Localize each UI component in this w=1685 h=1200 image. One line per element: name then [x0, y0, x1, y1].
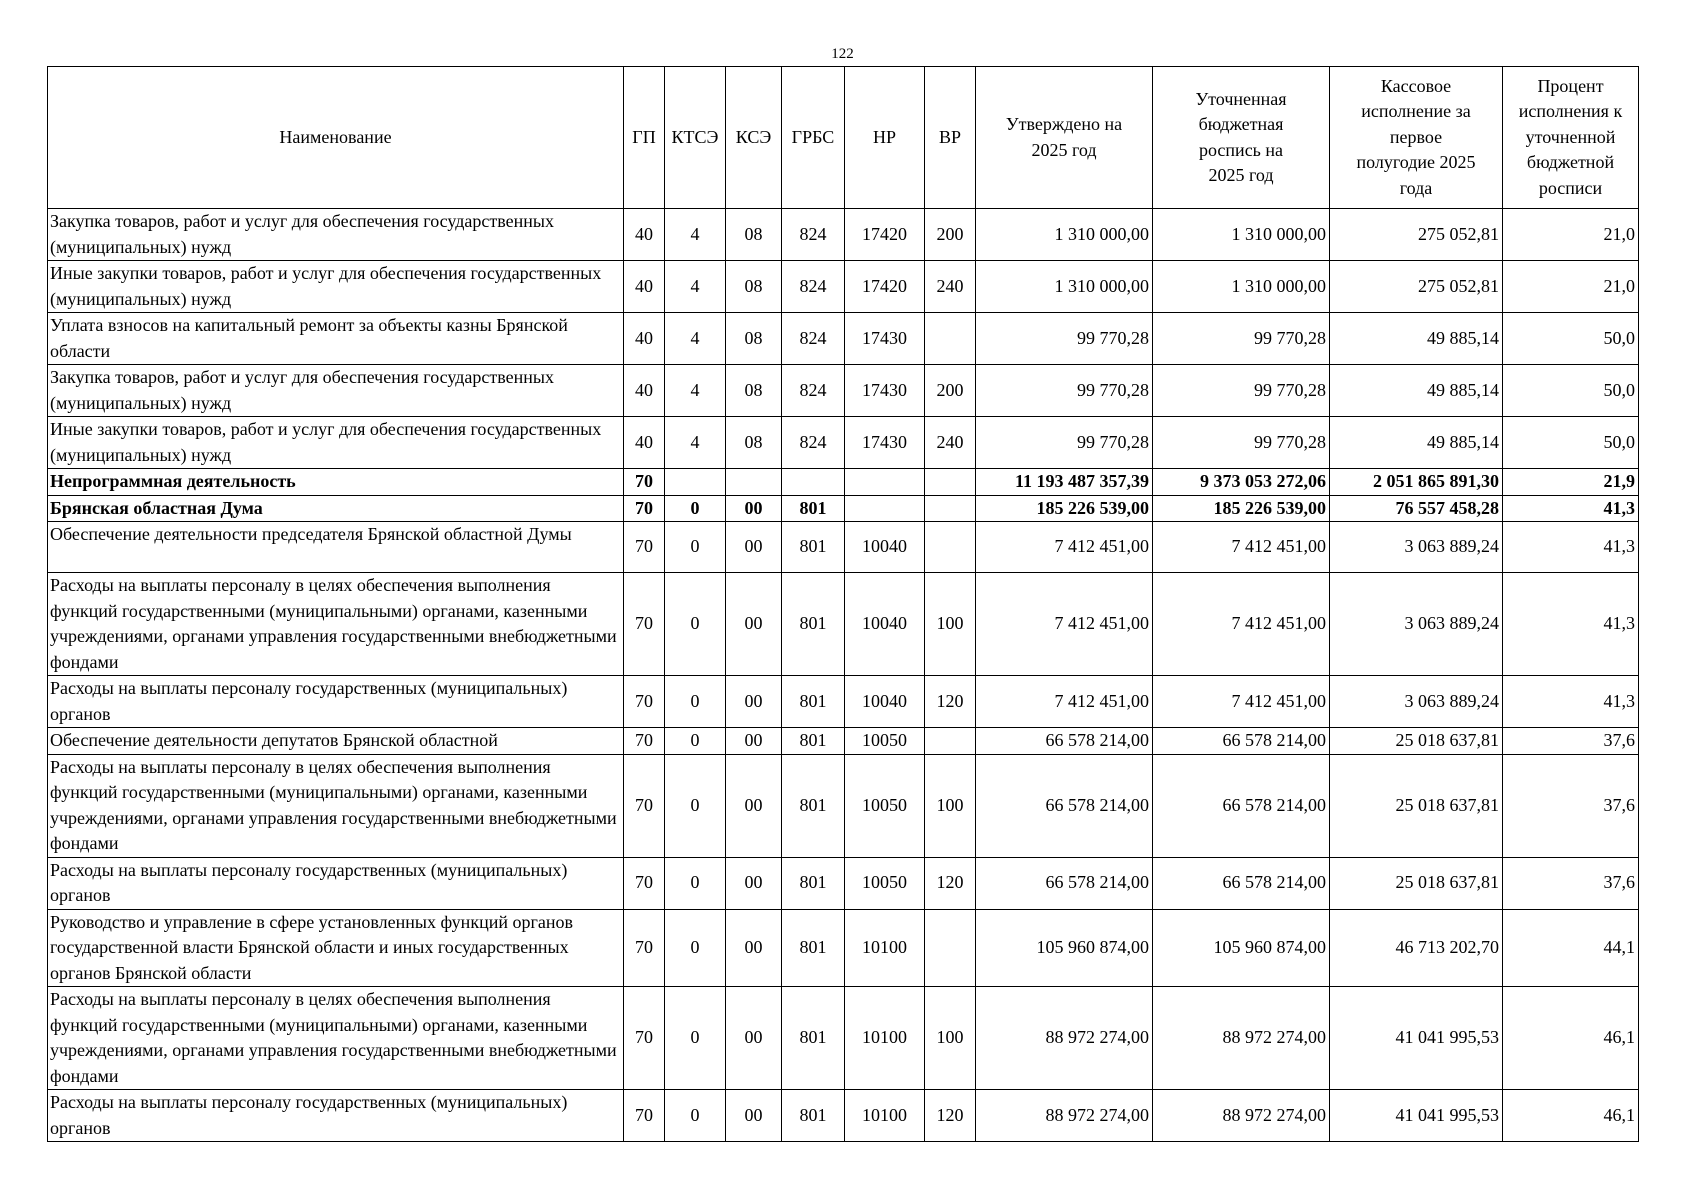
cell-np — [845, 495, 925, 522]
cell-gp: 40 — [624, 261, 665, 313]
cell-percent: 41,3 — [1503, 573, 1639, 676]
cell-name: Расходы на выплаты персоналу государственных (муниципальных) органов — [48, 857, 624, 909]
cell-kse: 08 — [726, 209, 782, 261]
header-kse: КСЭ — [726, 67, 782, 209]
cell-approved: 88 972 274,00 — [976, 1090, 1153, 1142]
header-approved: Утверждено на 2025 год — [976, 67, 1153, 209]
cell-refined: 185 226 539,00 — [1153, 495, 1330, 522]
cell-vr: 100 — [925, 754, 976, 857]
cell-np: 17420 — [845, 209, 925, 261]
cell-np: 10050 — [845, 754, 925, 857]
cell-grbs: 801 — [782, 909, 845, 987]
cell-ktse — [665, 469, 726, 496]
cell-approved: 1 310 000,00 — [976, 261, 1153, 313]
table-row — [48, 573, 1639, 676]
cell-ktse: 4 — [665, 261, 726, 313]
cell-cash: 3 063 889,24 — [1330, 676, 1503, 728]
cell-grbs: 824 — [782, 261, 845, 313]
cell-cash: 41 041 995,53 — [1330, 987, 1503, 1090]
cell-np: 17430 — [845, 313, 925, 365]
cell-kse: 00 — [726, 1090, 782, 1142]
cell-percent: 37,6 — [1503, 728, 1639, 755]
cell-gp: 70 — [624, 469, 665, 496]
cell-refined: 99 770,28 — [1153, 365, 1330, 417]
cell-kse: 08 — [726, 313, 782, 365]
cell-gp: 40 — [624, 209, 665, 261]
header-name: Наименование — [48, 67, 624, 209]
cell-gp: 40 — [624, 313, 665, 365]
cell-kse: 00 — [726, 857, 782, 909]
cell-approved: 66 578 214,00 — [976, 728, 1153, 755]
cell-refined: 7 412 451,00 — [1153, 522, 1330, 573]
cell-approved: 185 226 539,00 — [976, 495, 1153, 522]
table-row — [48, 909, 1639, 987]
cell-name: Закупка товаров, работ и услуг для обеспечения государственных (муниципальных) нужд — [48, 365, 624, 417]
cell-name: Уплата взносов на капитальный ремонт за объекты казны Брянской области — [48, 313, 624, 365]
cell-ktse: 0 — [665, 1090, 726, 1142]
cell-gp: 70 — [624, 987, 665, 1090]
cell-vr — [925, 469, 976, 496]
cell-name: Обеспечение деятельности председателя Брянской областной Думы — [48, 522, 624, 573]
cell-approved: 7 412 451,00 — [976, 573, 1153, 676]
cell-grbs: 801 — [782, 987, 845, 1090]
cell-refined: 88 972 274,00 — [1153, 987, 1330, 1090]
cell-approved: 1 310 000,00 — [976, 209, 1153, 261]
cell-gp: 40 — [624, 417, 665, 469]
header-percent: Процент исполнения к уточненной бюджетной росписи — [1503, 67, 1639, 209]
cell-cash: 76 557 458,28 — [1330, 495, 1503, 522]
header-cash: Кассовое исполнение за первое полугодие 2025 года — [1330, 67, 1503, 209]
cell-vr — [925, 313, 976, 365]
cell-np: 10040 — [845, 676, 925, 728]
cell-percent: 37,6 — [1503, 857, 1639, 909]
cell-ktse: 4 — [665, 417, 726, 469]
cell-refined: 1 310 000,00 — [1153, 209, 1330, 261]
header-np: НР — [845, 67, 925, 209]
table-row — [48, 857, 1639, 909]
cell-name: Расходы на выплаты персоналу в целях обеспечения выполнения функций государственными (муниципальными) органами, казенными учреждениями, органами управления государственными внебюджетными фондами — [48, 573, 624, 676]
page-number: 122 — [831, 46, 854, 62]
cell-kse — [726, 469, 782, 496]
cell-vr: 200 — [925, 209, 976, 261]
cell-kse: 00 — [726, 754, 782, 857]
cell-cash: 49 885,14 — [1330, 365, 1503, 417]
table-row — [48, 417, 1639, 469]
table-row — [48, 522, 1639, 573]
cell-vr: 120 — [925, 676, 976, 728]
cell-percent: 21,0 — [1503, 261, 1639, 313]
cell-vr — [925, 728, 976, 755]
cell-refined: 7 412 451,00 — [1153, 573, 1330, 676]
cell-refined: 99 770,28 — [1153, 417, 1330, 469]
table-row — [48, 676, 1639, 728]
cell-vr: 100 — [925, 573, 976, 676]
cell-np: 17430 — [845, 365, 925, 417]
cell-ktse: 0 — [665, 909, 726, 987]
cell-vr — [925, 909, 976, 987]
cell-approved: 7 412 451,00 — [976, 522, 1153, 573]
cell-grbs: 824 — [782, 313, 845, 365]
cell-approved: 66 578 214,00 — [976, 857, 1153, 909]
cell-gp: 70 — [624, 754, 665, 857]
cell-cash: 25 018 637,81 — [1330, 857, 1503, 909]
cell-np: 10050 — [845, 857, 925, 909]
cell-vr: 240 — [925, 417, 976, 469]
cell-refined: 66 578 214,00 — [1153, 857, 1330, 909]
cell-percent: 50,0 — [1503, 417, 1639, 469]
table-row — [48, 313, 1639, 365]
cell-name: Расходы на выплаты персоналу в целях обеспечения выполнения функций государственными (муниципальными) органами, казенными учреждениями, органами управления государственными внебюджетными фондами — [48, 987, 624, 1090]
cell-grbs: 801 — [782, 573, 845, 676]
table-row — [48, 987, 1639, 1090]
cell-name: Руководство и управление в сфере установленных функций органов государственной власти Брянской области и иных государственных органов Брянской области — [48, 909, 624, 987]
cell-percent: 50,0 — [1503, 365, 1639, 417]
cell-refined: 1 310 000,00 — [1153, 261, 1330, 313]
cell-ktse: 0 — [665, 522, 726, 573]
cell-vr: 120 — [925, 1090, 976, 1142]
header-ktse: КТСЭ — [665, 67, 726, 209]
cell-vr — [925, 522, 976, 573]
cell-np: 10050 — [845, 728, 925, 755]
cell-gp: 70 — [624, 522, 665, 573]
cell-percent: 41,3 — [1503, 522, 1639, 573]
budget-table — [47, 66, 1639, 1142]
cell-np: 10040 — [845, 522, 925, 573]
cell-approved: 11 193 487 357,39 — [976, 469, 1153, 496]
cell-approved: 99 770,28 — [976, 417, 1153, 469]
cell-cash: 275 052,81 — [1330, 209, 1503, 261]
header-vr: ВР — [925, 67, 976, 209]
cell-cash: 3 063 889,24 — [1330, 573, 1503, 676]
cell-np: 17420 — [845, 261, 925, 313]
cell-percent: 21,0 — [1503, 209, 1639, 261]
cell-np — [845, 469, 925, 496]
table-row — [48, 469, 1639, 496]
cell-name: Закупка товаров, работ и услуг для обеспечения государственных (муниципальных) нужд — [48, 209, 624, 261]
cell-cash: 25 018 637,81 — [1330, 754, 1503, 857]
cell-grbs: 801 — [782, 754, 845, 857]
table-row — [48, 261, 1639, 313]
table-row — [48, 495, 1639, 522]
table-header-row — [48, 67, 1639, 209]
cell-ktse: 4 — [665, 365, 726, 417]
cell-name: Расходы на выплаты персоналу в целях обеспечения выполнения функций государственными (муниципальными) органами, казенными учреждениями, органами управления государственными внебюджетными фондами — [48, 754, 624, 857]
cell-name: Обеспечение деятельности депутатов Брянской областной — [48, 728, 624, 755]
cell-grbs: 801 — [782, 1090, 845, 1142]
cell-refined: 7 412 451,00 — [1153, 676, 1330, 728]
cell-cash: 3 063 889,24 — [1330, 522, 1503, 573]
header-grbs: ГРБС — [782, 67, 845, 209]
cell-refined: 99 770,28 — [1153, 313, 1330, 365]
cell-vr: 200 — [925, 365, 976, 417]
cell-percent: 44,1 — [1503, 909, 1639, 987]
cell-kse: 00 — [726, 676, 782, 728]
cell-grbs: 824 — [782, 417, 845, 469]
cell-vr: 120 — [925, 857, 976, 909]
cell-approved: 99 770,28 — [976, 365, 1153, 417]
cell-kse: 08 — [726, 365, 782, 417]
table-row — [48, 365, 1639, 417]
cell-refined: 105 960 874,00 — [1153, 909, 1330, 987]
cell-vr: 240 — [925, 261, 976, 313]
cell-percent: 50,0 — [1503, 313, 1639, 365]
cell-kse: 00 — [726, 728, 782, 755]
cell-ktse: 4 — [665, 209, 726, 261]
cell-cash: 2 051 865 891,30 — [1330, 469, 1503, 496]
cell-name: Иные закупки товаров, работ и услуг для обеспечения государственных (муниципальных) нужд — [48, 417, 624, 469]
header-gp: ГП — [624, 67, 665, 209]
cell-cash: 49 885,14 — [1330, 313, 1503, 365]
cell-cash: 49 885,14 — [1330, 417, 1503, 469]
cell-ktse: 4 — [665, 313, 726, 365]
table-row — [48, 209, 1639, 261]
cell-approved: 105 960 874,00 — [976, 909, 1153, 987]
cell-kse: 00 — [726, 522, 782, 573]
cell-gp: 40 — [624, 365, 665, 417]
cell-percent: 46,1 — [1503, 987, 1639, 1090]
cell-cash: 275 052,81 — [1330, 261, 1503, 313]
cell-grbs — [782, 469, 845, 496]
cell-refined: 66 578 214,00 — [1153, 754, 1330, 857]
cell-ktse: 0 — [665, 754, 726, 857]
cell-grbs: 801 — [782, 857, 845, 909]
cell-name: Непрограммная деятельность — [48, 469, 624, 496]
cell-ktse: 0 — [665, 857, 726, 909]
cell-np: 10100 — [845, 909, 925, 987]
cell-name: Расходы на выплаты персоналу государственных (муниципальных) органов — [48, 1090, 624, 1142]
cell-cash: 46 713 202,70 — [1330, 909, 1503, 987]
cell-grbs: 801 — [782, 495, 845, 522]
cell-ktse: 0 — [665, 573, 726, 676]
cell-kse: 00 — [726, 987, 782, 1090]
cell-ktse: 0 — [665, 676, 726, 728]
cell-np: 10040 — [845, 573, 925, 676]
table-row — [48, 754, 1639, 857]
cell-percent: 41,3 — [1503, 676, 1639, 728]
cell-refined: 88 972 274,00 — [1153, 1090, 1330, 1142]
table-row — [48, 1090, 1639, 1142]
cell-kse: 00 — [726, 495, 782, 522]
cell-grbs: 824 — [782, 209, 845, 261]
cell-kse: 08 — [726, 261, 782, 313]
cell-grbs: 801 — [782, 676, 845, 728]
cell-vr — [925, 495, 976, 522]
cell-approved: 66 578 214,00 — [976, 754, 1153, 857]
cell-percent: 41,3 — [1503, 495, 1639, 522]
cell-np: 17430 — [845, 417, 925, 469]
cell-grbs: 824 — [782, 365, 845, 417]
cell-percent: 37,6 — [1503, 754, 1639, 857]
cell-approved: 88 972 274,00 — [976, 987, 1153, 1090]
cell-refined: 66 578 214,00 — [1153, 728, 1330, 755]
cell-gp: 70 — [624, 676, 665, 728]
cell-name: Иные закупки товаров, работ и услуг для обеспечения государственных (муниципальных) нужд — [48, 261, 624, 313]
cell-percent: 21,9 — [1503, 469, 1639, 496]
cell-vr: 100 — [925, 987, 976, 1090]
cell-percent: 46,1 — [1503, 1090, 1639, 1142]
cell-gp: 70 — [624, 573, 665, 676]
cell-gp: 70 — [624, 1090, 665, 1142]
cell-ktse: 0 — [665, 495, 726, 522]
cell-gp: 70 — [624, 495, 665, 522]
table-row — [48, 728, 1639, 755]
cell-kse: 00 — [726, 909, 782, 987]
cell-kse: 00 — [726, 573, 782, 676]
cell-name: Расходы на выплаты персоналу государственных (муниципальных) органов — [48, 676, 624, 728]
cell-np: 10100 — [845, 1090, 925, 1142]
header-refined: Уточненная бюджетная роспись на 2025 год — [1153, 67, 1330, 209]
cell-np: 10100 — [845, 987, 925, 1090]
cell-approved: 99 770,28 — [976, 313, 1153, 365]
cell-cash: 25 018 637,81 — [1330, 728, 1503, 755]
cell-gp: 70 — [624, 857, 665, 909]
cell-ktse: 0 — [665, 728, 726, 755]
cell-cash: 41 041 995,53 — [1330, 1090, 1503, 1142]
cell-refined: 9 373 053 272,06 — [1153, 469, 1330, 496]
cell-ktse: 0 — [665, 987, 726, 1090]
cell-gp: 70 — [624, 909, 665, 987]
cell-kse: 08 — [726, 417, 782, 469]
cell-grbs: 801 — [782, 522, 845, 573]
cell-gp: 70 — [624, 728, 665, 755]
cell-name: Брянская областная Дума — [48, 495, 624, 522]
cell-grbs: 801 — [782, 728, 845, 755]
cell-approved: 7 412 451,00 — [976, 676, 1153, 728]
